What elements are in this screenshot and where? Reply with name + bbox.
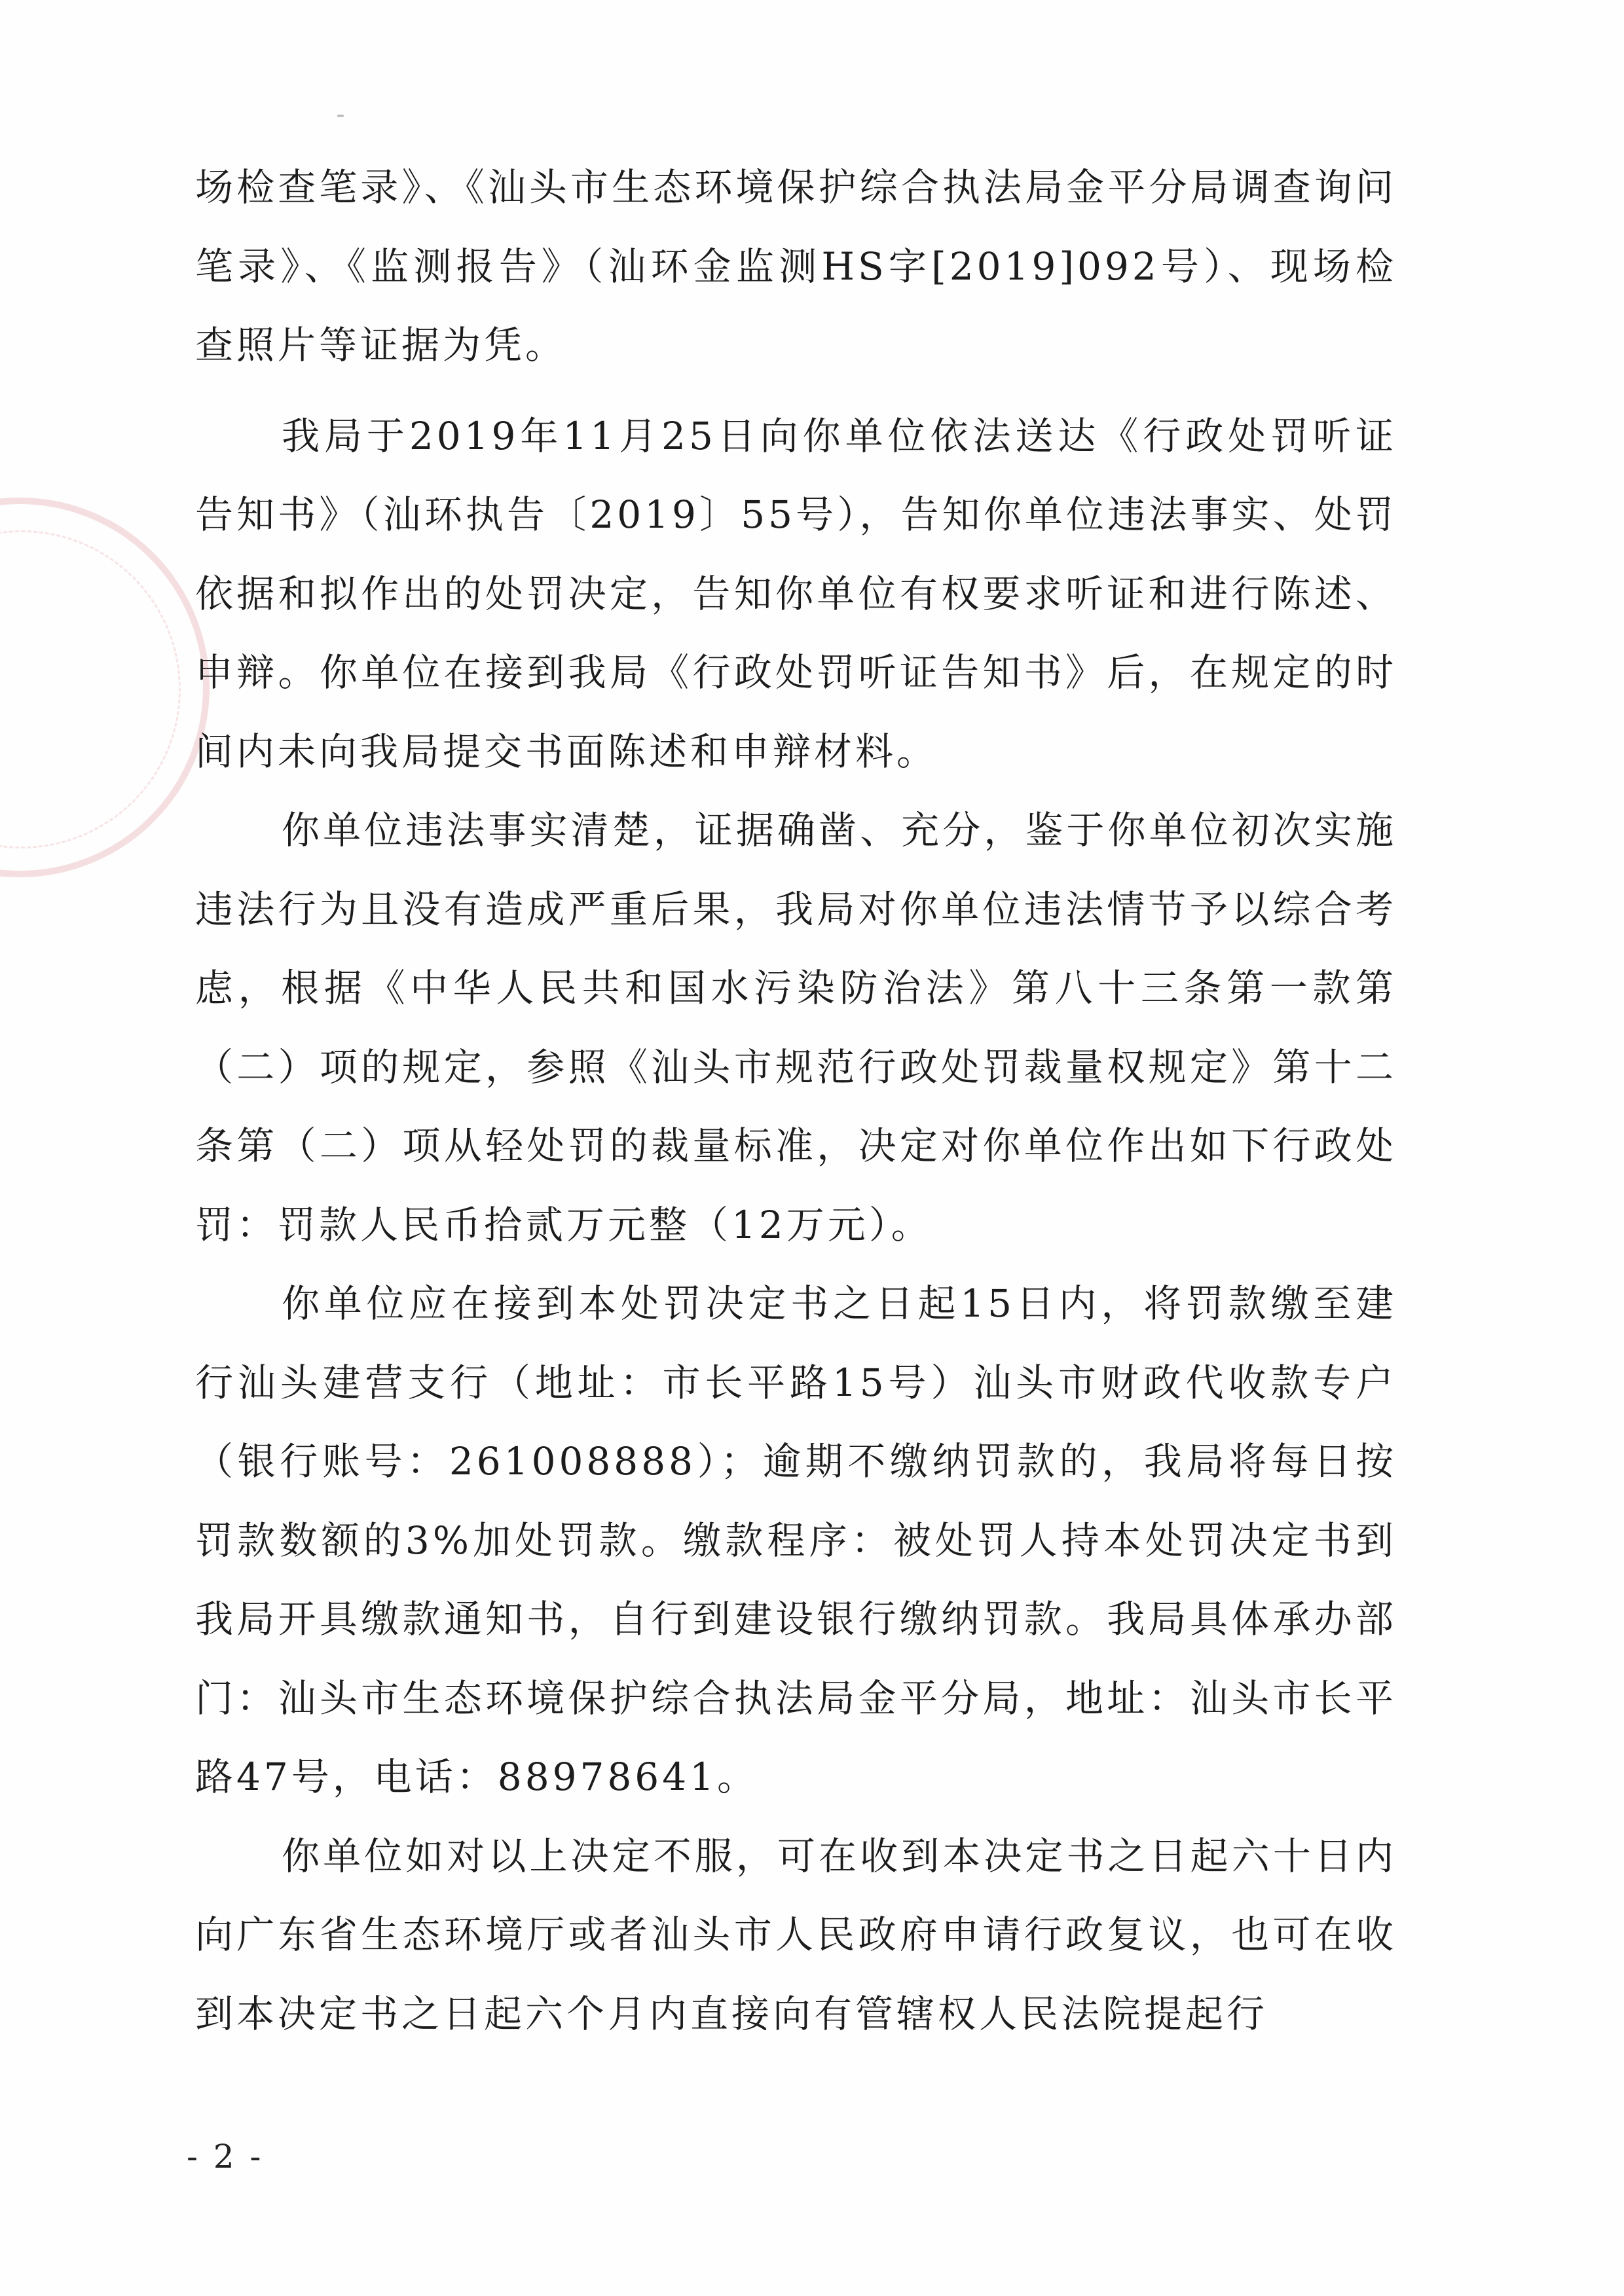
document-body	[195, 148, 1397, 2053]
scan-speck	[337, 115, 344, 117]
official-seal-stamp	[0, 498, 210, 877]
official-seal-inner-ring	[0, 530, 181, 848]
page-number: - 2 -	[187, 2138, 264, 2176]
paragraph-appeal-rights: 你单位如对以上决定不服，可在收到本决定书之日起六十日内向广东省生态环境厅或者汕头市人民政府申请行政复议，也可在收到本决定书之日起六个月内直接向有管辖权人民法院提起行	[195, 1833, 1397, 2036]
paragraph-payment-instructions: 你单位应在接到本处罚决定书之日起15日内，将罚款缴至建行汕头建营支行（地址：市长平路15号）汕头市财政代收款专户（银行账号：261008888）；逾期不缴纳罚款的，我局将每日按罚款数额的3%加处罚款。缴款程序：被处罚人持本处罚决定书到我局开具缴款通知书，自行到建设银行缴纳罚款。我局具体承办部门：汕头市生态环境保护综合执法局金平分局，地址：汕头市长平路47号，电话：88978641。	[195, 1281, 1397, 1799]
paragraph-penalty-decision: 你单位违法事实清楚，证据确凿、充分，鉴于你单位初次实施违法行为且没有造成严重后果，我局对你单位违法情节予以综合考虑，根据《中华人民共和国水污染防治法》第八十三条第一款第（二）项的规定，参照《汕头市规范行政处罚裁量权规定》第十二条第（二）项从轻处罚的裁量标准，决定对你单位作出如下行政处罚：罚款人民币拾贰万元整（12万元）。	[195, 808, 1397, 1247]
paragraph-evidence-continuation: 场检查笔录》、《汕头市生态环境保护综合执法局金平分局调查询问笔录》、《监测报告》（汕环金监测HS字[2019]092号）、现场检查照片等证据为凭。	[195, 165, 1397, 367]
paragraph-hearing-notice: 我局于2019年11月25日向你单位依法送达《行政处罚听证告知书》（汕环执告〔2019〕55号），告知你单位违法事实、处罚依据和拟作出的处罚决定，告知你单位有权要求听证和进行陈述、申辩。你单位在接到我局《行政处罚听证告知书》后，在规定的时间内未向我局提交书面陈述和申辩材料。	[195, 413, 1397, 774]
